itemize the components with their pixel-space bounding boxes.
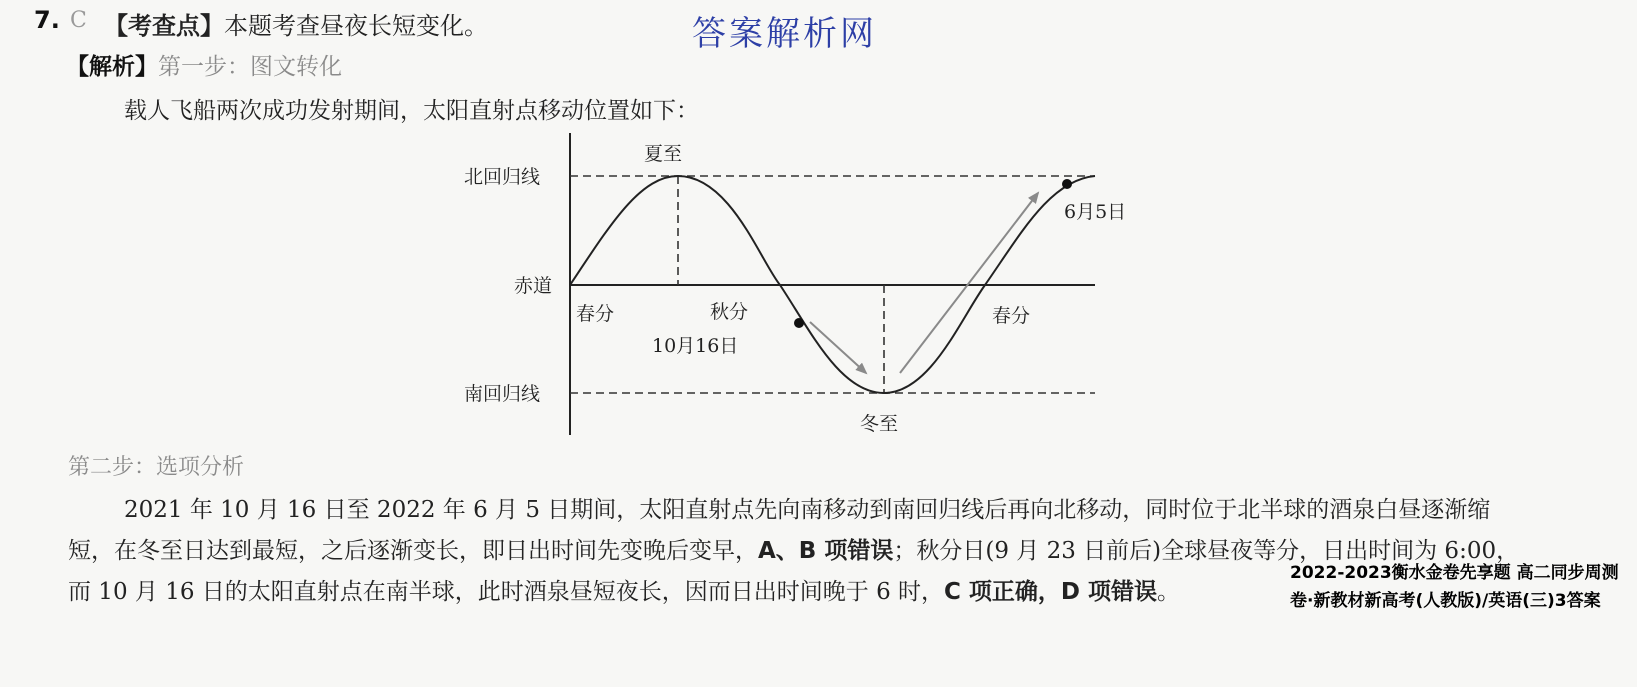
overlay-caption: 2022-2023衡水金卷先享题 高二同步周测卷·新教材新高考(人教版)/英语(三)3答案 <box>1290 563 1619 611</box>
paragraph-bold-2: C 项正确，D 项错误 <box>944 579 1158 605</box>
label-jun5: 6月5日 <box>1064 201 1127 223</box>
label-oct16: 10月16日 <box>652 335 739 357</box>
south-move-arrow <box>810 322 866 373</box>
intro-text: 载人飞船两次成功发射期间，太阳直射点移动位置如下： <box>124 98 699 124</box>
north-move-arrow <box>900 193 1038 373</box>
paragraph-text-1: 2021 年 10 月 16 日至 2022 年 6 月 5 日期间，太阳直射点先向南移动到南回归线后再向北移动，同时位于北半球的酒泉白昼逐渐缩短，在冬至日达到最短，之后逐渐变长，即日出时间先变晚后变早， <box>68 497 1491 564</box>
label-autumn-equinox: 秋分 <box>710 301 749 323</box>
paragraph-bold-1: A、B 项错误 <box>758 538 894 564</box>
exam-point-text: 本题考查昼夜长短变化。 <box>224 12 488 40</box>
jun5-point <box>1062 179 1072 189</box>
question-number: 7. <box>34 6 60 34</box>
question-answer: C <box>70 8 87 33</box>
paragraph-text-2: ；秋分日(9 月 23 日前后)全球昼夜等分，日出时间为 6:00，而 10 月 16 日的太阳直射点在南半球，此时酒泉昼短夜长，因而日出时间晚于 6 时， <box>68 538 1520 605</box>
label-spring-equinox-1: 春分 <box>576 303 615 325</box>
analysis-label: 【解析】 <box>66 54 158 80</box>
label-winter-solstice: 冬至 <box>860 413 899 435</box>
label-spring-equinox-2: 春分 <box>992 305 1031 327</box>
label-summer-solstice: 夏至 <box>644 143 683 165</box>
label-tropic-north: 北回归线 <box>464 166 541 188</box>
exam-point-label: 【考查点】 <box>104 12 224 40</box>
step-one-title: 第一步：图文转化 <box>158 54 342 80</box>
step-two-title: 第二步：选项分析 <box>68 455 245 480</box>
label-tropic-south: 南回归线 <box>464 383 541 405</box>
watermark-title: 答案解析网 <box>692 14 877 54</box>
label-equator: 赤道 <box>514 275 553 297</box>
paragraph-text-3: 。 <box>1157 579 1181 605</box>
oct16-point <box>794 318 804 328</box>
